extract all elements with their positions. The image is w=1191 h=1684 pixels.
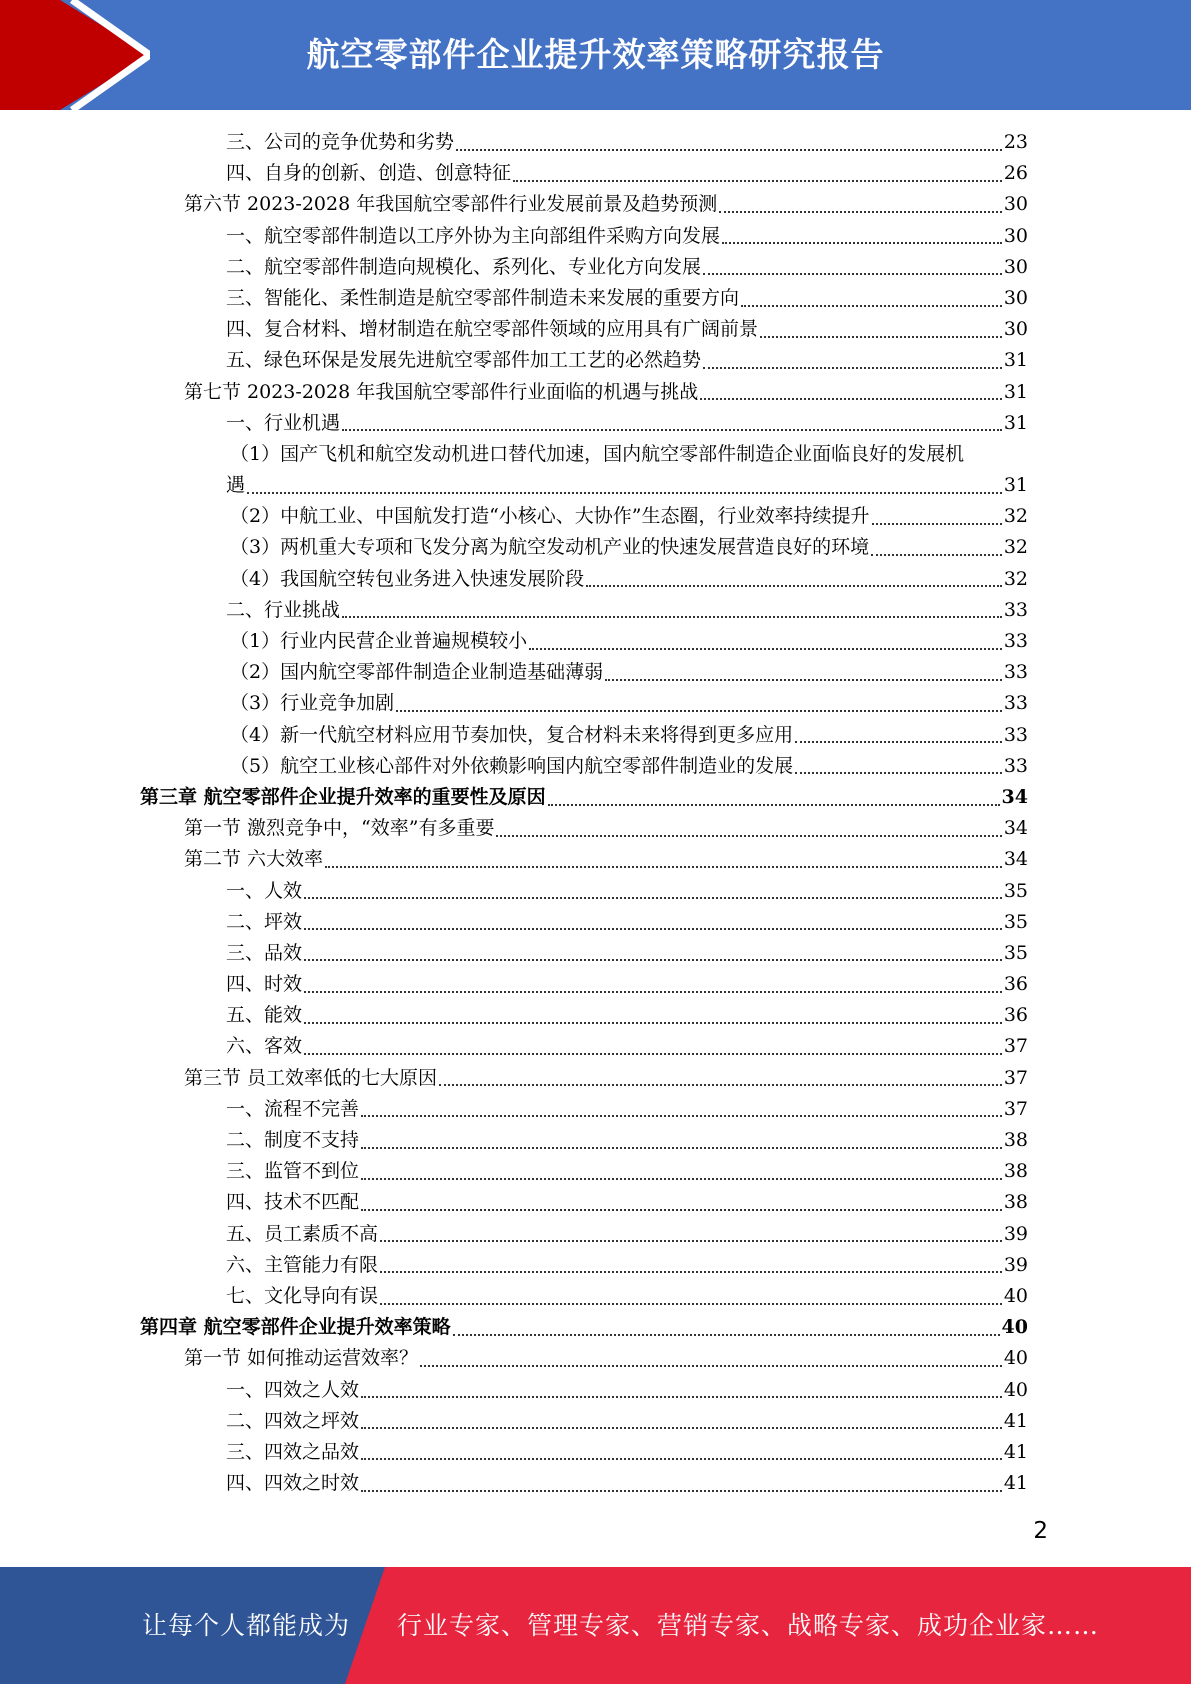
- table-of-contents: [140, 127, 1028, 1499]
- toc-dot-leader: [496, 835, 1001, 837]
- toc-entry[interactable]: [140, 470, 1028, 501]
- toc-dot-leader: [380, 1271, 1002, 1273]
- toc-entry-page: 40: [1003, 1347, 1028, 1370]
- toc-entry[interactable]: [140, 252, 1028, 283]
- toc-entry[interactable]: [140, 1187, 1028, 1218]
- toc-entry[interactable]: [140, 720, 1028, 751]
- toc-dot-leader: [304, 1022, 1002, 1024]
- toc-entry[interactable]: [140, 1406, 1028, 1437]
- header-arrow-decoration: [0, 0, 150, 110]
- toc-entry-text: 第一节 激烈竞争中，“效率”有多重要: [184, 817, 495, 840]
- toc-entry[interactable]: [140, 127, 1028, 158]
- toc-entry-page: 34: [1003, 817, 1028, 840]
- toc-entry-text: 六、客效: [226, 1035, 303, 1058]
- toc-entry[interactable]: [140, 595, 1028, 626]
- toc-entry[interactable]: [140, 1000, 1028, 1031]
- toc-entry-text: 第三章 航空零部件企业提升效率的重要性及原因: [140, 785, 546, 808]
- toc-entry-text: （4）新一代航空材料应用节奏加快，复合材料未来将得到更多应用: [230, 723, 794, 746]
- toc-entry[interactable]: [140, 844, 1028, 875]
- toc-dot-leader: [760, 336, 1002, 338]
- toc-dot-leader: [700, 398, 1002, 400]
- page-number: 2: [1033, 1518, 1048, 1544]
- toc-dot-leader: [420, 1365, 1002, 1367]
- toc-entry[interactable]: [140, 1156, 1028, 1187]
- toc-dot-leader: [361, 1458, 1002, 1460]
- toc-entry[interactable]: [140, 626, 1028, 657]
- toc-entry-text: 第四章 航空零部件企业提升效率策略: [140, 1316, 451, 1339]
- toc-entry[interactable]: [140, 688, 1028, 719]
- toc-entry[interactable]: [140, 938, 1028, 969]
- toc-entry-page: 39: [1003, 1222, 1028, 1245]
- toc-entry-page: 38: [1003, 1129, 1028, 1151]
- toc-entry-page: 31: [1003, 380, 1028, 403]
- toc-entry[interactable]: [140, 1125, 1028, 1156]
- toc-entry-page: 33: [1003, 630, 1028, 652]
- toc-dot-leader: [722, 242, 1002, 244]
- toc-dot-leader: [380, 1240, 1002, 1242]
- toc-entry[interactable]: [140, 1437, 1028, 1468]
- toc-entry[interactable]: [140, 1375, 1028, 1406]
- toc-entry[interactable]: [140, 532, 1028, 563]
- toc-entry-page: 40: [1003, 1378, 1028, 1401]
- toc-entry[interactable]: [140, 1094, 1028, 1125]
- toc-entry[interactable]: [140, 221, 1028, 252]
- toc-entry[interactable]: [140, 408, 1028, 439]
- toc-dot-leader: [548, 804, 1000, 806]
- toc-dot-leader: [795, 772, 1002, 774]
- toc-dot-leader: [361, 1209, 1002, 1211]
- toc-entry-page: 39: [1003, 1253, 1028, 1276]
- toc-entry-text: （1）行业内民营企业普遍规模较小: [230, 630, 528, 652]
- toc-entry[interactable]: [140, 501, 1028, 532]
- toc-dot-leader: [871, 554, 1002, 556]
- toc-dot-leader: [361, 1490, 1002, 1492]
- toc-entry-text: 一、航空零部件制造以工序外协为主向部组件采购方向发展: [226, 224, 721, 247]
- toc-entry[interactable]: [140, 1468, 1028, 1499]
- toc-entry-text: 第一节 如何推动运营效率？: [184, 1347, 419, 1370]
- toc-entry[interactable]: [140, 1312, 1028, 1343]
- toc-entry-text: 一、人效: [226, 879, 303, 902]
- toc-entry-text: （2）中航工业、中国航发打造“小核心、大协作”生态圈，行业效率持续提升: [230, 505, 870, 528]
- toc-dot-leader: [586, 585, 1002, 587]
- toc-dot-leader: [342, 616, 1002, 618]
- toc-entry-text: 四、时效: [226, 973, 303, 996]
- toc-entry-page: 38: [1003, 1160, 1028, 1183]
- toc-dot-leader: [872, 523, 1002, 525]
- toc-dot-leader: [703, 273, 1002, 275]
- toc-entry[interactable]: [140, 283, 1028, 314]
- toc-entry-text: 三、智能化、柔性制造是航空零部件制造未来发展的重要方向: [226, 286, 740, 309]
- toc-entry-text: 三、四效之品效: [226, 1440, 360, 1463]
- toc-entry[interactable]: [140, 377, 1028, 408]
- toc-entry[interactable]: [140, 969, 1028, 1000]
- toc-entry-page: 36: [1003, 973, 1028, 996]
- toc-entry-text: 五、能效: [226, 1004, 303, 1027]
- toc-entry-text: 二、制度不支持: [226, 1129, 360, 1151]
- toc-dot-leader: [529, 648, 1002, 650]
- toc-dot-leader: [304, 897, 1002, 899]
- toc-entry[interactable]: [140, 751, 1028, 782]
- toc-entry[interactable]: [140, 564, 1028, 595]
- toc-entry[interactable]: [140, 782, 1028, 813]
- toc-entry-page: 41: [1003, 1409, 1028, 1432]
- toc-entry-text: 三、监管不到位: [226, 1160, 360, 1183]
- report-title: 航空零部件企业提升效率策略研究报告: [306, 35, 885, 74]
- toc-entry[interactable]: [140, 876, 1028, 907]
- toc-entry-text: 五、绿色环保是发展先进航空零部件加工工艺的必然趋势: [226, 349, 702, 372]
- toc-entry-page: 31: [1003, 474, 1028, 497]
- toc-entry-page: 32: [1003, 536, 1028, 559]
- toc-dot-leader: [247, 492, 1002, 494]
- toc-entry-page: 33: [1003, 723, 1028, 746]
- toc-dot-leader: [361, 1115, 1002, 1117]
- toc-entry-text: 四、自身的创新、创造、创意特征: [226, 162, 512, 185]
- toc-entry-text: 四、四效之时效: [226, 1472, 360, 1495]
- toc-dot-leader: [453, 1334, 1000, 1336]
- toc-entry-page: 41: [1003, 1472, 1028, 1495]
- toc-dot-leader: [342, 429, 1002, 431]
- toc-entry-text: 七、文化导向有误: [226, 1284, 379, 1307]
- toc-entry-text: 四、技术不匹配: [226, 1191, 360, 1214]
- toc-entry-page: 30: [1003, 193, 1028, 216]
- toc-entry-text: 一、四效之人效: [226, 1378, 360, 1401]
- toc-entry-text: （1）国产飞机和航空发动机进口替代加速，国内航空零部件制造企业面临良好的发展机: [230, 442, 965, 465]
- footer-slogan-right: 行业专家、管理专家、营销专家、战略专家、成功企业家……: [397, 1611, 1100, 1640]
- toc-entry-page: 34: [1001, 785, 1028, 808]
- toc-dot-leader: [795, 741, 1002, 743]
- toc-dot-leader: [741, 305, 1002, 307]
- footer-slogan-left: 让每个人都能成为: [142, 1611, 351, 1640]
- toc-entry-page: 33: [1003, 661, 1028, 684]
- toc-entry[interactable]: [140, 657, 1028, 688]
- toc-dot-leader: [325, 866, 1002, 868]
- toc-entry-text: 第六节 2023-2028 年我国航空零部件行业发展前景及趋势预测: [184, 193, 718, 216]
- toc-entry-text: 二、航空零部件制造向规模化、系列化、专业化方向发展: [226, 255, 702, 278]
- toc-dot-leader: [361, 1178, 1002, 1180]
- toc-entry-text: 一、流程不完善: [226, 1097, 360, 1120]
- toc-entry-text: （2）国内航空零部件制造企业制造基础薄弱: [230, 661, 604, 684]
- toc-entry-page: 30: [1003, 318, 1028, 341]
- toc-entry-text: （3）行业竞争加剧: [230, 692, 395, 715]
- toc-dot-leader: [719, 211, 1002, 213]
- toc-entry-page: 36: [1003, 1004, 1028, 1027]
- toc-entry[interactable]: [140, 813, 1028, 844]
- toc-entry-text: 二、行业挑战: [226, 598, 341, 621]
- toc-entry-text: 遇: [226, 474, 246, 497]
- toc-entry-text: 四、复合材料、增材制造在航空零部件领域的应用具有广阔前景: [226, 318, 759, 341]
- toc-entry-page: 23: [1003, 131, 1028, 153]
- toc-dot-leader: [605, 679, 1002, 681]
- toc-entry[interactable]: [140, 1031, 1028, 1062]
- toc-entry-text: 二、坪效: [226, 910, 303, 933]
- toc-entry-page: 31: [1003, 349, 1028, 372]
- footer-band: [0, 1567, 1191, 1684]
- toc-dot-leader: [456, 149, 1002, 151]
- toc-entry-page: 35: [1003, 941, 1028, 964]
- toc-entry-page: 32: [1003, 505, 1028, 528]
- toc-entry-page: 41: [1003, 1440, 1028, 1463]
- toc-entry-page: 35: [1003, 879, 1028, 902]
- toc-entry-page: 37: [1003, 1035, 1028, 1058]
- toc-dot-leader: [703, 367, 1002, 369]
- toc-entry-page: 33: [1003, 598, 1028, 621]
- toc-entry-page: 35: [1003, 910, 1028, 933]
- toc-dot-leader: [304, 959, 1002, 961]
- toc-entry-page: 37: [1003, 1066, 1028, 1089]
- toc-entry-page: 26: [1003, 162, 1028, 185]
- toc-entry-text: 第二节 六大效率: [184, 848, 324, 871]
- toc-entry-text: （5）航空工业核心部件对外依赖影响国内航空零部件制造业的发展: [230, 754, 794, 777]
- toc-entry-page: 33: [1003, 754, 1028, 777]
- toc-entry-text: 第七节 2023-2028 年我国航空零部件行业面临的机遇与挑战: [184, 380, 699, 403]
- toc-dot-leader: [304, 1053, 1002, 1055]
- toc-entry[interactable]: [140, 1219, 1028, 1250]
- toc-dot-leader: [361, 1147, 1002, 1149]
- toc-entry-page: 38: [1003, 1191, 1028, 1214]
- toc-entry-text: （4）我国航空转包业务进入快速发展阶段: [230, 567, 585, 590]
- toc-entry[interactable]: [140, 907, 1028, 938]
- toc-entry-text: 五、员工素质不高: [226, 1222, 379, 1245]
- toc-entry-page: 30: [1003, 224, 1028, 247]
- toc-entry[interactable]: [140, 158, 1028, 189]
- toc-entry[interactable]: [140, 1343, 1028, 1374]
- toc-entry-text: 三、公司的竞争优势和劣势: [226, 131, 455, 153]
- toc-entry-page: 33: [1003, 692, 1028, 715]
- toc-dot-leader: [304, 991, 1002, 993]
- toc-entry-page: 30: [1003, 286, 1028, 309]
- toc-entry-text: 二、四效之坪效: [226, 1409, 360, 1432]
- toc-dot-leader: [380, 1303, 1002, 1305]
- toc-dot-leader: [304, 928, 1002, 930]
- toc-entry[interactable]: [140, 1063, 1028, 1094]
- toc-dot-leader: [396, 710, 1002, 712]
- toc-entry-page: 30: [1003, 255, 1028, 278]
- toc-dot-leader: [361, 1396, 1002, 1398]
- toc-dot-leader: [361, 1427, 1002, 1429]
- toc-entry-page: 34: [1003, 848, 1028, 871]
- toc-dot-leader: [439, 1084, 1002, 1086]
- toc-entry-text: 六、主管能力有限: [226, 1253, 379, 1276]
- toc-entry-page: 32: [1003, 567, 1028, 590]
- header-band: [0, 0, 1191, 110]
- toc-entry[interactable]: [140, 345, 1028, 376]
- toc-entry-page: 31: [1003, 411, 1028, 434]
- toc-entry-page: 37: [1003, 1097, 1028, 1120]
- toc-entry-page: 40: [1003, 1284, 1028, 1307]
- toc-entry-page: 40: [1001, 1316, 1028, 1339]
- toc-entry[interactable]: [140, 1281, 1028, 1312]
- toc-entry[interactable]: [140, 189, 1028, 220]
- toc-entry-text: （3）两机重大专项和飞发分离为航空发动机产业的快速发展营造良好的环境: [230, 536, 870, 559]
- toc-entry[interactable]: [140, 1250, 1028, 1281]
- toc-dot-leader: [513, 180, 1002, 182]
- toc-entry-text: 三、品效: [226, 941, 303, 964]
- toc-entry-text: 第三节 员工效率低的七大原因: [184, 1066, 438, 1089]
- toc-entry-text: 一、行业机遇: [226, 411, 341, 434]
- toc-entry[interactable]: [140, 314, 1028, 345]
